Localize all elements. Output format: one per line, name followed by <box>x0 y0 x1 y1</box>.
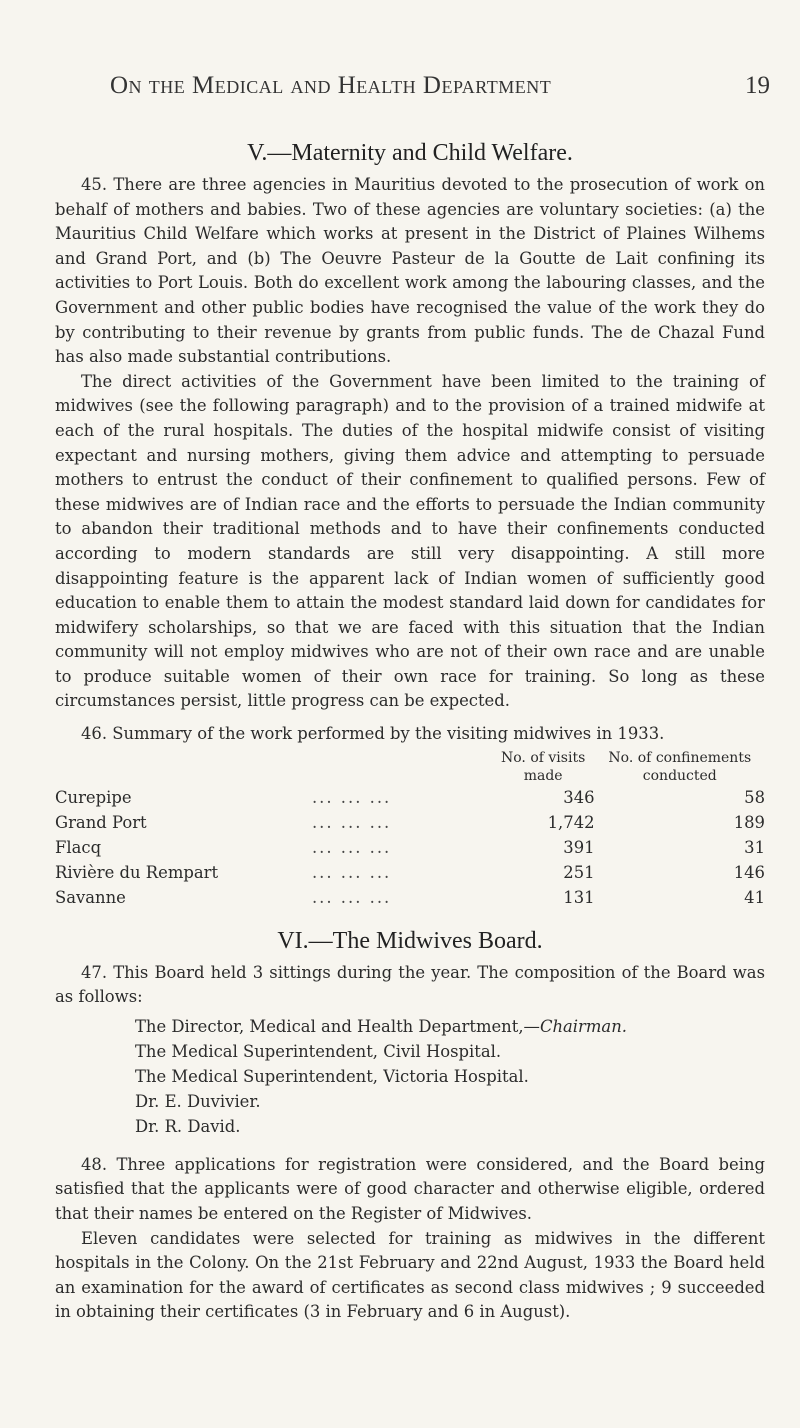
section-heading-maternity: V.—Maternity and Child Welfare. <box>247 140 573 166</box>
paragraph-45-continued: The direct activities of the Government have been limited to the training of midwives (see the following paragraph) and to the provision of a trained midwife at each of the rural hospitals. The duties of the hospital midwife consist of visiting expectant and nursing mothers, giving them advice and attempting to persuade mothers to entrust the conduct of their confinement to qualified persons. Few of these midwives are of Indian race and the efforts to persuade the Indian community to abandon their traditional methods and to have their confinements conducted according to modern standards are still very disappointing. A still more disappointing feature is the apparent lack of Indian women of sufficiently good education to enable them to attain the modest standard laid down for candidates for midwifery scholarships, so that we are faced with this situation that the Indian community will not employ midwives who are not of their own race and are unable to produce suitable women of their own race for training. So long as these circumstances persist, little progress can be expected. <box>55 371 765 711</box>
row-visits: 391 <box>563 837 595 857</box>
board-members-list <box>135 1014 765 1139</box>
row-confinements: 58 <box>744 787 765 807</box>
table-header-row <box>55 749 765 785</box>
running-header <box>110 72 770 112</box>
member-name: The Medical Superintendent, Civil Hospital. <box>135 1041 502 1061</box>
member-role: Chairman. <box>539 1016 627 1036</box>
list-item <box>135 1014 765 1039</box>
paragraph-45: 45. There are three agencies in Mauritius devoted to the prosecution of work on behalf of mothers and babies. Two of these agencies are voluntary societies: (a) the Mauritius Child Welfare which works at present in the District of Plaines Wilhems and Grand Port, and (b) The Oeuvre Pasteur de la Goutte de Lait confining its activities to Port Louis. Both do excellent work among the labouring classes, and the Government and other public bodies have recognised the value of the work they do by contributing to their revenue by grants from public funds. The de Chazal Fund has also made substantial contributions. <box>55 175 765 367</box>
col-header-visits: No. of visits made <box>501 749 586 784</box>
leader-dots: ... ... ... <box>311 887 392 907</box>
row-visits: 251 <box>563 862 595 882</box>
paragraph-48-continued: Eleven candidates were selected for training as midwives in the different hospitals in the Colony. On the 21st February and 22nd August, 1933 the Board held an examination for the award of certificates as second class midwives ; 9 succeeded in obtaining their certificates (3 in February and 6 in August). <box>55 1228 765 1322</box>
paragraph-48: 48. Three applications for registration were considered, and the Board being satisfied that the applicants were of good character and otherwise eligible, ordered that their names be entered on the Register of Midwives. <box>55 1154 765 1224</box>
midwives-summary-table <box>55 749 765 910</box>
table-row <box>55 860 765 885</box>
paragraph-46: 46. Summary of the work performed by the visiting midwives in 1933. <box>81 724 665 744</box>
col-header-confinements: No. of confinements conducted <box>608 749 752 784</box>
row-confinements: 31 <box>744 837 765 857</box>
row-confinements: 189 <box>733 812 765 832</box>
row-visits: 131 <box>563 887 595 907</box>
row-place: Savanne <box>55 887 126 907</box>
table-row <box>55 785 765 810</box>
row-visits: 346 <box>563 787 595 807</box>
row-confinements: 41 <box>744 887 765 907</box>
running-title: On the Medical and Health Department <box>110 72 552 99</box>
list-item <box>135 1039 765 1064</box>
table-row <box>55 810 765 835</box>
row-place: Rivière du Rempart <box>55 862 219 882</box>
leader-dots: ... ... ... <box>311 862 392 882</box>
member-name: The Director, Medical and Health Department,— <box>135 1016 540 1036</box>
paragraph-47: 47. This Board held 3 sittings during the year. The composition of the Board was as follows: <box>55 962 765 1007</box>
list-item <box>135 1114 765 1139</box>
row-place: Grand Port <box>55 812 147 832</box>
leader-dots: ... ... ... <box>311 787 392 807</box>
row-place: Flacq <box>55 837 102 857</box>
list-item <box>135 1064 765 1089</box>
row-visits: 1,742 <box>547 812 595 832</box>
leader-dots: ... ... ... <box>311 837 392 857</box>
member-name: Dr. R. David. <box>135 1116 241 1136</box>
table-row <box>55 835 765 860</box>
row-confinements: 146 <box>733 862 765 882</box>
list-item <box>135 1089 765 1114</box>
table-row <box>55 885 765 910</box>
row-place: Curepipe <box>55 787 132 807</box>
page-number: 19 <box>745 72 770 99</box>
leader-dots: ... ... ... <box>311 812 392 832</box>
member-name: The Medical Superintendent, Victoria Hospital. <box>135 1066 529 1086</box>
page-content <box>55 140 765 1325</box>
section-heading-midwives-board: VI.—The Midwives Board. <box>277 927 543 954</box>
member-name: Dr. E. Duvivier. <box>135 1091 261 1111</box>
